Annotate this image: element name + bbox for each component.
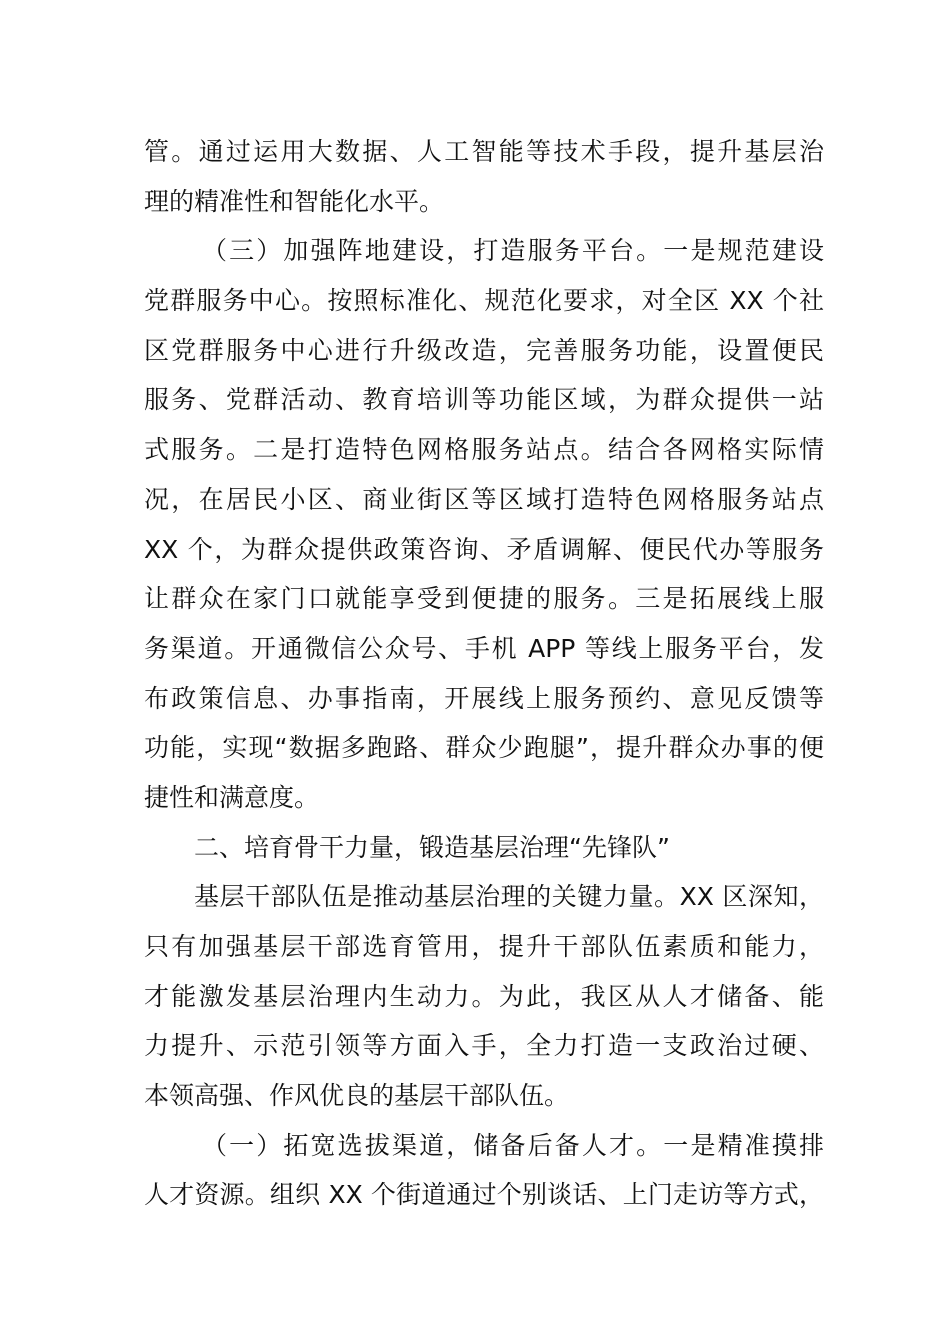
text-line: 只有加强基层干部选育管用，提升干部队伍素质和能力，	[144, 932, 824, 961]
text-line: 让群众在家门口就能享受到便捷的服务。三是拓展线上服	[144, 584, 824, 614]
text-line: 二、培育骨干力量，锻造基层治理“先锋队”	[194, 832, 670, 862]
text-line: 理的精准性和智能化水平。	[144, 186, 445, 216]
text-line: 管。通过运用大数据、人工智能等技术手段，提升基层治	[144, 137, 824, 166]
text-line: 功能，实现“数据多跑路、群众少跑腿”，提升群众办事的便	[144, 733, 824, 763]
text-line: 区党群服务中心进行升级改造，完善服务功能，设置便民	[144, 335, 824, 365]
text-line: XX 个，为群众提供政策咨询、矛盾调解、便民代办等服务	[144, 534, 824, 564]
text-line: 党群服务中心。按照标准化、规范化要求，对全区 XX 个社	[144, 286, 824, 316]
text-line: （三）加强阵地建设，打造服务平台。一是规范建设	[202, 236, 824, 266]
text-line: （一）拓宽选拔渠道，储备后备人才。一是精准摸排	[202, 1130, 824, 1160]
text-line: 才能激发基层治理内生动力。为此，我区从人才储备、能	[144, 981, 824, 1011]
text-line: 式服务。二是打造特色网格服务站点。结合各网格实际情	[144, 435, 824, 465]
text-line: 力提升、示范引领等方面入手，全力打造一支政治过硬、	[144, 1031, 824, 1061]
text-line: 人才资源。组织 XX 个街道通过个别谈话、上门走访等方式，	[144, 1180, 824, 1210]
text-line: 基层干部队伍是推动基层治理的关键力量。XX 区深知，	[194, 882, 824, 912]
text-line: 捷性和满意度。	[144, 782, 320, 812]
text-line: 布政策信息、办事指南，开展线上服务预约、意见反馈等	[144, 683, 824, 713]
text-line: 本领高强、作风优良的基层干部队伍。	[144, 1081, 570, 1111]
text-line: 务渠道。开通微信公众号、手机 APP 等线上服务平台，发	[144, 633, 824, 663]
text-line: 服务、党群活动、教育培训等功能区域，为群众提供一站	[144, 385, 824, 415]
document-body	[144, 127, 824, 1220]
text-line: 况，在居民小区、商业街区等区域打造特色网格服务站点	[144, 484, 824, 514]
